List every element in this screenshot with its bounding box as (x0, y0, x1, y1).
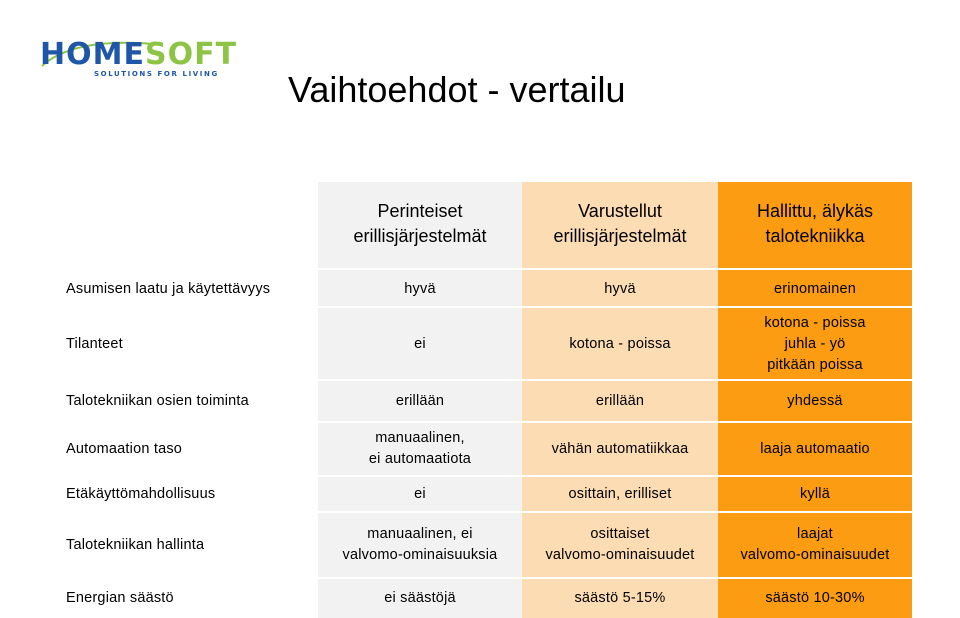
table-cell: hyvä (604, 280, 636, 297)
logo-slogan: SOLUTIONS FOR LIVING (94, 70, 219, 78)
row-label: Automaation taso (66, 440, 183, 457)
table-cell: säästö 10-30% (765, 589, 865, 606)
row-label: Tilanteet (66, 335, 123, 352)
table-cell: ei säästöjä (384, 589, 456, 606)
table-cell: säästö 5-15% (574, 589, 666, 606)
table-cell: ei (414, 485, 426, 502)
table-cell: kyllä (799, 485, 830, 502)
table-cell: hyvä (404, 280, 436, 297)
header-perinteiset: Perinteiset erillisjärjestelmät (353, 201, 487, 246)
table-cell: osittaiset valvomo-ominaisuudet (545, 526, 695, 563)
row-label: Talotekniikan hallinta (66, 536, 205, 553)
table-cell: kotona - poissa (569, 335, 671, 352)
header-varustellut: Varustellut erillisjärjestelmät (553, 201, 687, 246)
table-cell: ei (414, 335, 426, 352)
table-cell: kotona - poissa juhla - yö pitkään poissa (764, 314, 866, 373)
row-label: Etäkäyttömahdollisuus (66, 485, 216, 502)
table-cell: yhdessä (787, 392, 843, 409)
table-cell: laaja automaatio (760, 440, 870, 457)
table-cell: vähän automatiikkaa (551, 440, 689, 457)
header-hallittu: Hallittu, älykäs talotekniikka (756, 201, 874, 246)
row-label: Energian säästö (66, 589, 174, 606)
logo-home-text: HOME (40, 37, 145, 72)
table-cell: osittain, erilliset (568, 485, 672, 502)
table-cell: manuaalinen, ei automaatiota (368, 430, 472, 467)
table-cell: laajat valvomo-ominaisuudet (740, 526, 890, 563)
logo-soft-text: SOFT (144, 37, 238, 72)
row-label: Talotekniikan osien toiminta (66, 392, 249, 409)
table-cell: erinomainen (774, 280, 856, 297)
table-cell: manuaalinen, ei valvomo-ominaisuuksia (342, 526, 498, 563)
table-cell: erillään (395, 392, 445, 409)
page-title: Vaihtoehdot - vertailu (288, 69, 626, 111)
table-cell: erillään (595, 392, 645, 409)
row-label: Asumisen laatu ja käytettävyys (66, 280, 271, 297)
